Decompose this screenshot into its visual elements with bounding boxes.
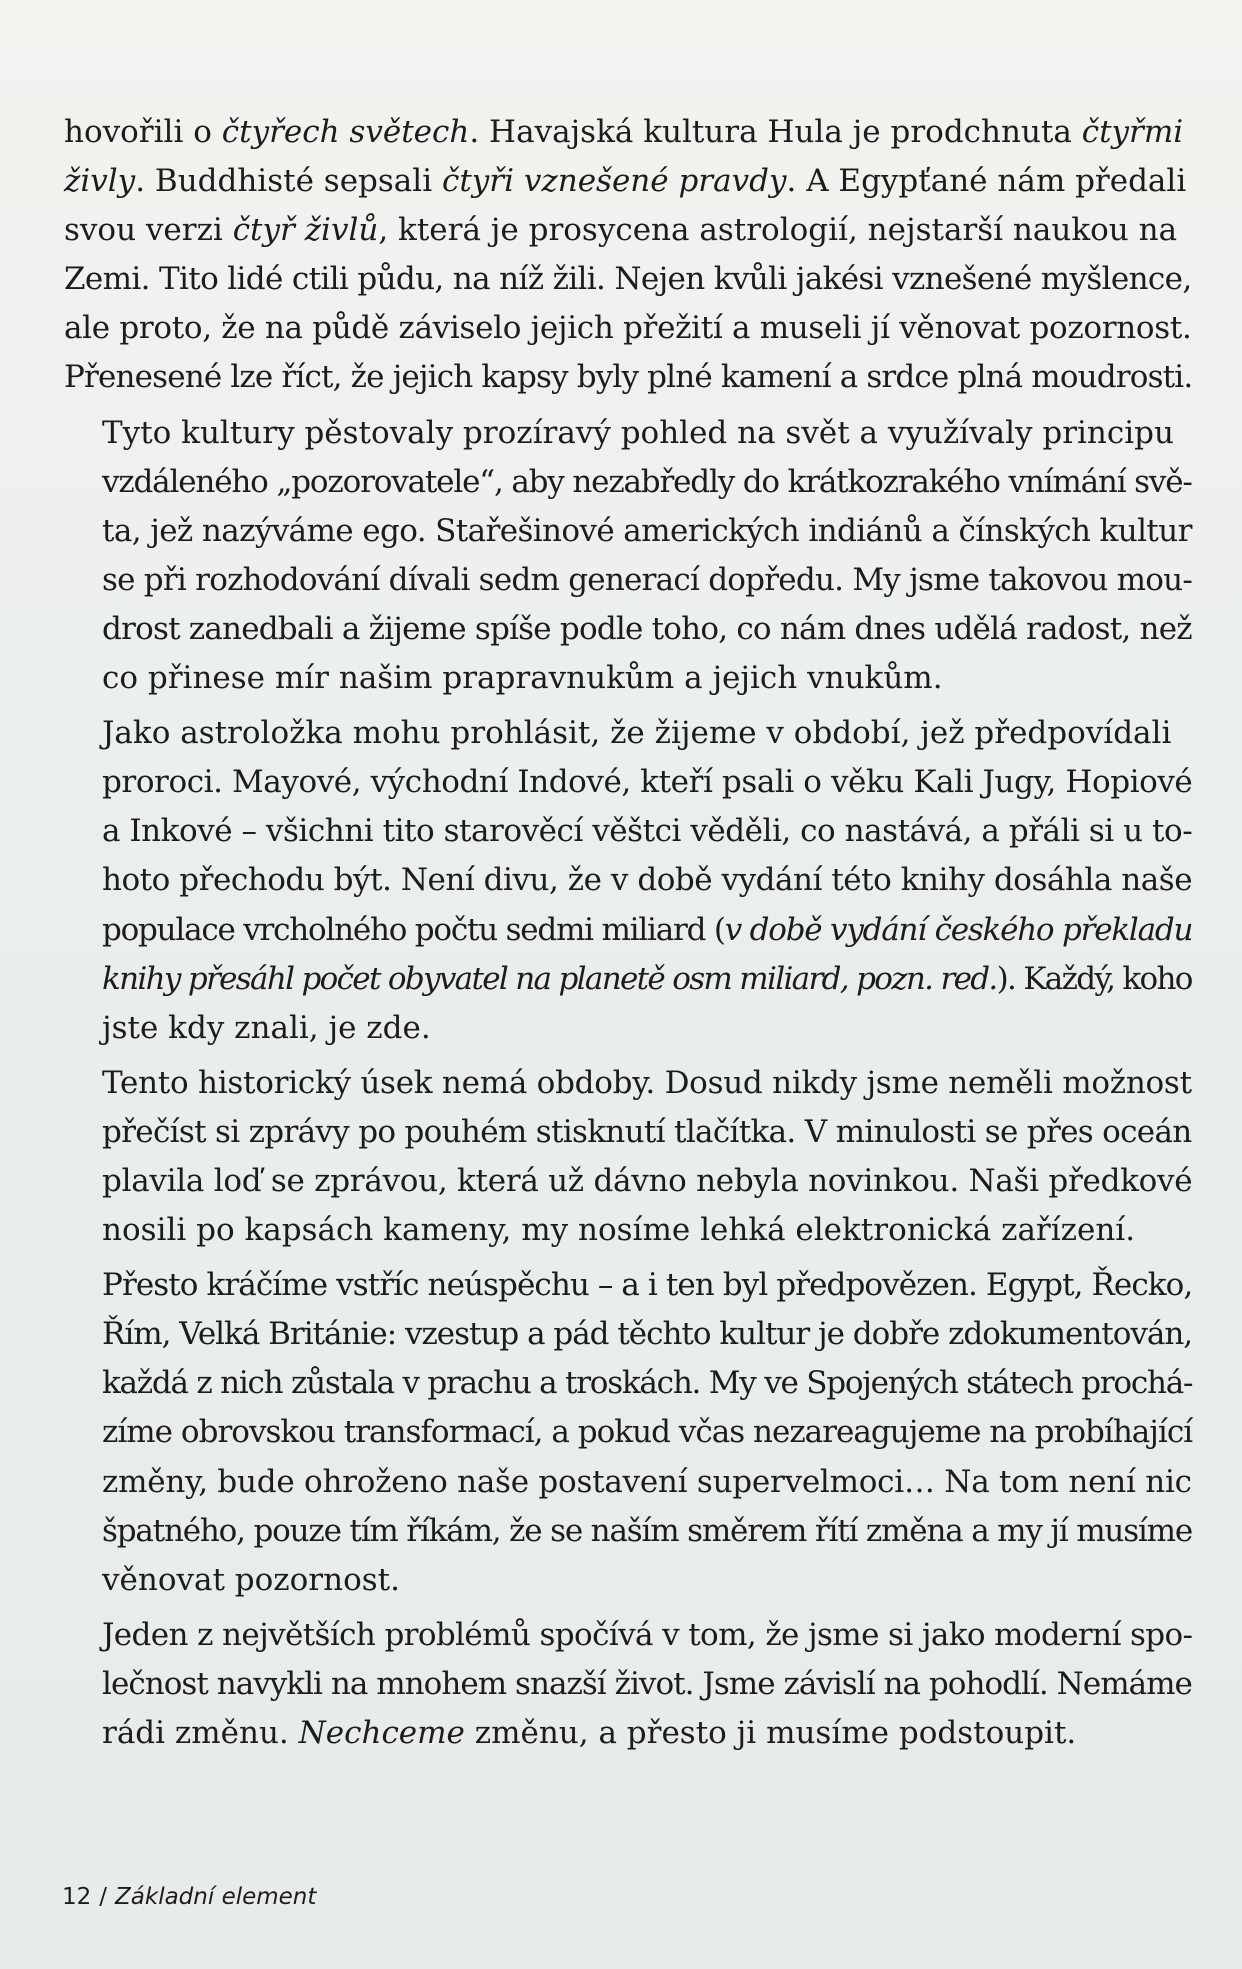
text-run: hoto přechodu být. Není divu, že v době vydání této knihy dosáhla naše [102,862,1193,899]
paragraph [64,709,1192,1053]
text-run: Zemi. Tito lidé ctili půdu, na níž žili. Nejen kvůli jakési vznešené myšlence, [64,261,1192,298]
text-line [64,255,1192,304]
paragraph [64,1261,1192,1605]
text-run: a Inkové – všichni tito starověcí věštci věděli, co nastává, a přáli si u to- [102,813,1193,850]
text-run: nosili po kapsách kameny, my nosíme lehká elektronická zařízení. [102,1212,1136,1249]
text-run: Tento historický úsek nemá obdoby. Dosud nikdy jsme neměli možnost [102,1064,1192,1101]
text-run: hovořili o [64,114,222,150]
text-run: změny, bude ohroženo naše postavení supervelmoci… Na tom není nic [102,1463,1192,1500]
text-line [64,1611,1192,1660]
text-line [64,108,1192,157]
text-line [64,157,1192,206]
text-run: jste kdy znali, je zde. [102,1009,431,1046]
text-line [64,458,1192,507]
text-run: , která je prosycena astrologií, nejstarší naukou na [378,212,1178,249]
text-line [64,709,1192,758]
text-run: Jako astroložka mohu prohlásit, že žijeme v období, jež předpovídali [102,715,1172,752]
text-run: populace vrcholného počtu sedmi miliard ( [102,911,725,948]
paragraph [64,1059,1192,1255]
text-line [64,1507,1192,1556]
text-run: lečnost navykli na mnohem snazší život. Jsme závislí na pohodlí. Nemáme [102,1665,1192,1702]
text-line [64,556,1192,605]
text-line [64,906,1192,955]
italic-text: knihy přesáhl počet obyvatel na planetě osm miliard, pozn. red. [102,960,997,997]
text-line [64,1660,1192,1709]
page-footer [62,1884,316,1910]
italic-text: čtyřech světech [221,114,470,150]
chapter-title: Základní element [115,1884,317,1910]
text-line [64,304,1192,353]
text-line [64,654,1192,703]
text-run: . Havajská kultura Hula je prodchnuta [469,114,1082,150]
text-run: Řím, Velká Británie: vzestup a pád těchto kultur je dobře zdokumentován, [102,1316,1193,1353]
text-line [64,807,1192,856]
text-run: ale proto, že na půdě záviselo jejich přežití a museli jí věnovat pozornost. [64,310,1192,347]
italic-text: čtyřmi [1081,114,1184,150]
text-run: zíme obrovskou transformací, a pokud včas nezareagujeme na probíhající [102,1414,1193,1451]
text-run: rádi změnu. [102,1715,299,1751]
text-line [64,1261,1192,1310]
text-line [64,955,1192,1004]
body-text [64,108,1192,1764]
footer-separator: / [99,1884,108,1910]
text-line [64,1206,1192,1255]
text-line [64,1157,1192,1206]
text-run: svou verzi [64,212,233,249]
text-line [64,507,1192,556]
text-line [64,1004,1192,1053]
italic-text: v době vydání českého překladu [724,911,1193,948]
text-line [64,758,1192,807]
text-line [64,353,1192,402]
text-line [64,605,1192,654]
text-run: ). Každý, koho [996,960,1192,997]
text-run: proroci. Mayové, východní Indové, kteří psali o věku Kali Jugy, Hopiové [102,764,1193,801]
text-run: . A Egypťané nám předali [786,163,1187,200]
text-line [64,856,1192,905]
text-run: Přenesené lze říct, že jejich kapsy byly plné kamení a srdce plná moudrosti. [64,359,1193,396]
text-line [64,1408,1192,1457]
paragraph [64,409,1192,704]
text-line [64,1458,1192,1507]
text-run: věnovat pozornost. [102,1561,400,1598]
text-line [64,1359,1192,1408]
text-run: . Buddhisté sepsali [135,163,442,200]
text-line [64,1556,1192,1605]
text-run: drost zanedbali a žijeme spíše podle toho, co nám dnes udělá radost, než [102,610,1192,647]
paragraph [64,108,1192,403]
italic-text: živly [64,163,136,200]
text-run: Přesto kráčíme vstříc neúspěchu – a i ten byl předpovězen. Egypt, Řecko, [102,1267,1193,1304]
text-line [64,1059,1192,1108]
text-run: se při rozhodování dívali sedm generací dopředu. My jsme takovou mou- [102,561,1193,598]
text-run: každá z nich zůstala v prachu a troskách. My ve Spojených státech prochá- [102,1365,1193,1402]
text-run: plavila loď se zprávou, která už dávno nebyla novinkou. Naši předkové [102,1162,1193,1199]
text-run: vzdáleného „pozorovatele“, aby nezabředly do krátkozrakého vnímání svě- [102,463,1192,500]
text-run: co přinese mír našim prapravnukům a jejich vnukům. [102,660,943,697]
text-line [64,1709,1192,1758]
text-line [64,1108,1192,1157]
text-line [64,1310,1192,1359]
text-line [64,206,1192,255]
italic-text: čtyř živlů [232,212,379,249]
text-run: Jeden z největších problémů spočívá v tom, že jsme si jako moderní spo- [102,1616,1193,1653]
text-run: ta, jež nazýváme ego. Stařešinové amerických indiánů a čínských kultur [102,512,1192,549]
text-run: změnu, a přesto ji musíme podstoupit. [464,1715,1077,1751]
text-line [64,409,1192,458]
italic-text: Nechceme [298,1715,465,1751]
italic-text: čtyři vznešené pravdy [441,163,787,200]
text-run: přečíst si zprávy po pouhém stisknutí tlačítka. V minulosti se přes oceán [102,1113,1192,1150]
page-number: 12 [62,1884,92,1910]
text-run: špatného, pouze tím říkám, že se naším směrem řítí změna a my jí musíme [102,1512,1193,1549]
text-run: Tyto kultury pěstovaly prozíravý pohled na svět a využívaly principu [102,414,1174,451]
paragraph [64,1611,1192,1758]
